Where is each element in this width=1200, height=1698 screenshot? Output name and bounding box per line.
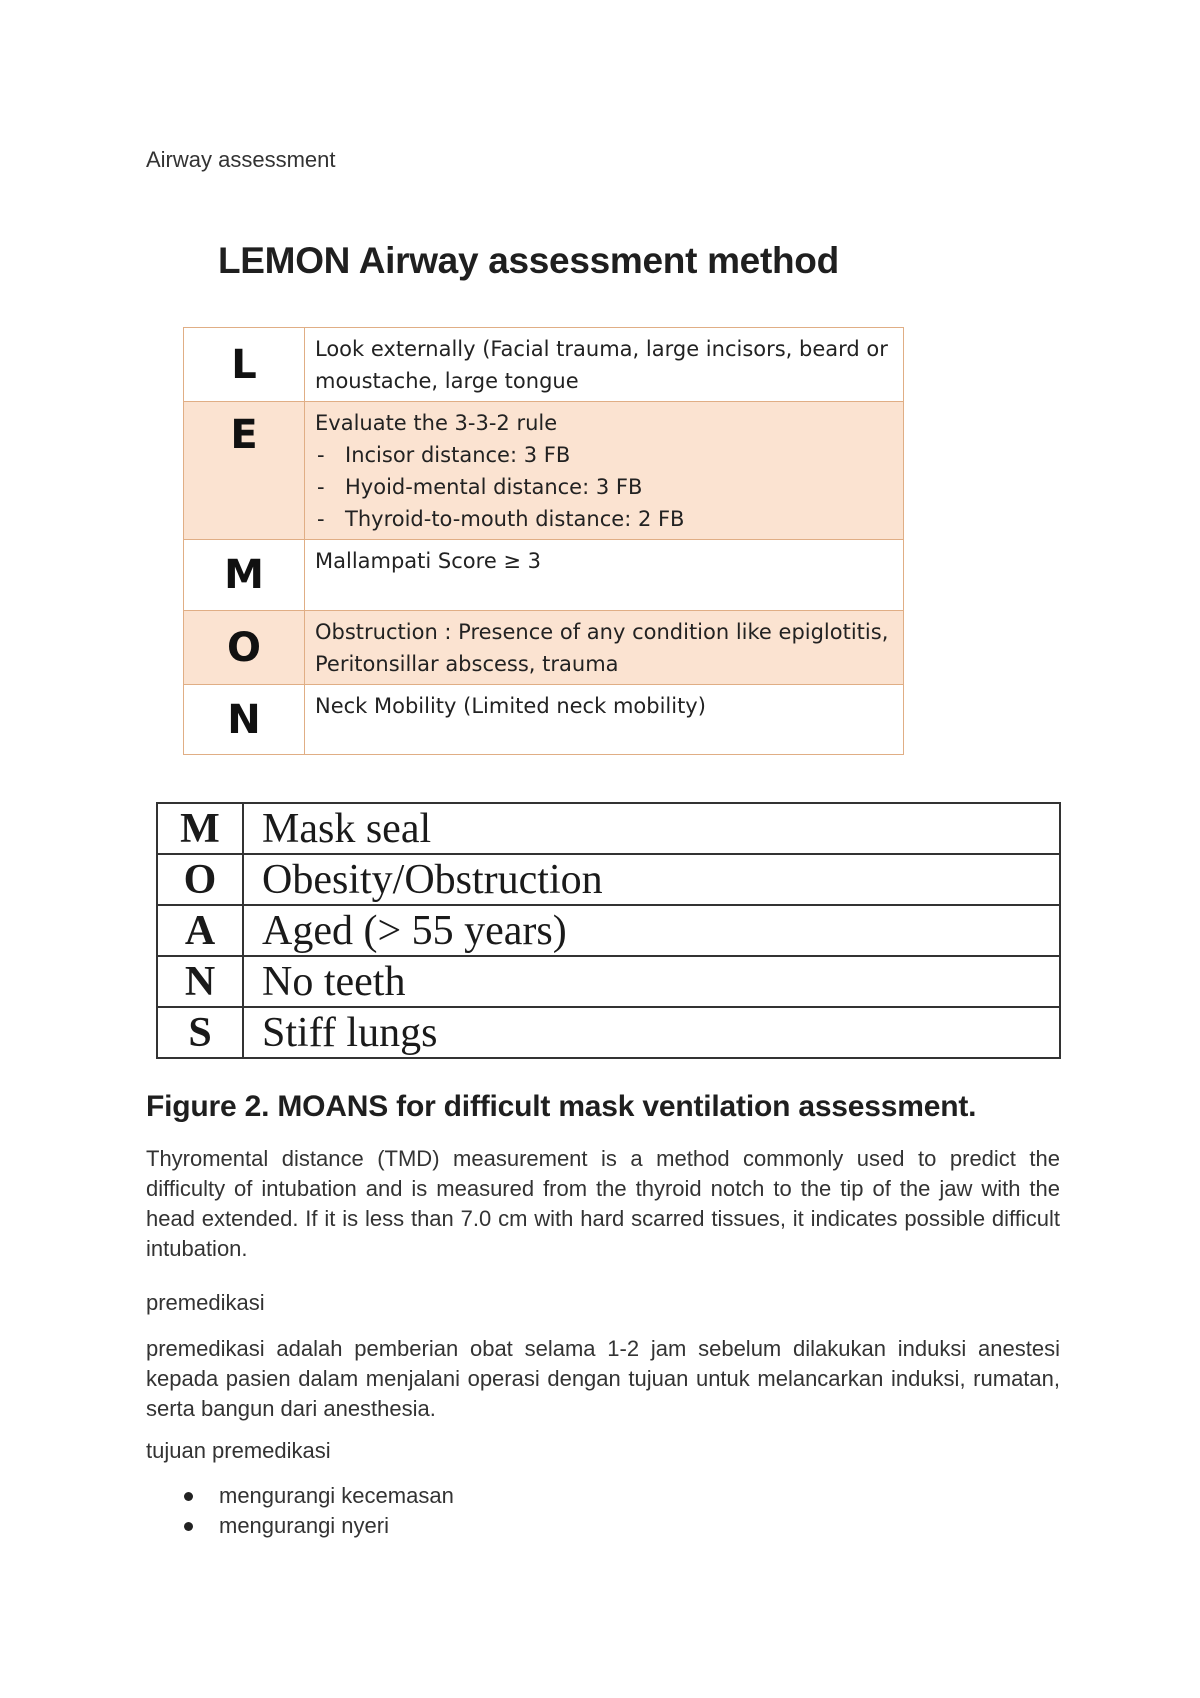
moans-text: Mask seal xyxy=(243,803,1060,854)
moans-letter: N xyxy=(157,956,243,1007)
list-item-text: mengurangi kecemasan xyxy=(219,1483,454,1508)
moans-text: Aged (> 55 years) xyxy=(243,905,1060,956)
list-item xyxy=(146,1481,454,1511)
lemon-sub-list xyxy=(315,439,893,535)
moans-text: Obesity/Obstruction xyxy=(243,854,1060,905)
bullet-icon xyxy=(184,1492,193,1501)
moans-row xyxy=(157,956,1060,1007)
tujuan-heading: tujuan premedikasi xyxy=(146,1438,331,1463)
lemon-desc xyxy=(305,402,904,540)
lemon-title: LEMON Airway assessment method xyxy=(218,240,839,281)
page-heading: Airway assessment xyxy=(146,147,336,172)
moans-row xyxy=(157,854,1060,905)
lemon-desc-line: Evaluate the 3-3-2 rule xyxy=(315,411,558,435)
lemon-sub-item: - Thyroid-to-mouth distance: 2 FB xyxy=(315,503,893,535)
lemon-letter: N xyxy=(184,685,305,755)
lemon-row-m xyxy=(184,540,904,611)
lemon-letter: L xyxy=(184,328,305,402)
lemon-row-n xyxy=(184,685,904,755)
moans-letter: O xyxy=(157,854,243,905)
moans-text: No teeth xyxy=(243,956,1060,1007)
lemon-letter: O xyxy=(184,611,305,685)
premedikasi-heading: premedikasi xyxy=(146,1290,265,1315)
lemon-row-e xyxy=(184,402,904,540)
figure-caption: Figure 2. MOANS for difficult mask ventilation assessment. xyxy=(146,1090,977,1123)
bullet-icon xyxy=(184,1522,193,1531)
lemon-table xyxy=(183,327,904,755)
lemon-row-o xyxy=(184,611,904,685)
lemon-sub-item: - Hyoid-mental distance: 3 FB xyxy=(315,471,893,503)
lemon-sub-item: - Incisor distance: 3 FB xyxy=(315,439,893,471)
moans-table xyxy=(156,802,1061,1059)
list-item-text: mengurangi nyeri xyxy=(219,1513,389,1538)
lemon-letter: E xyxy=(184,402,305,540)
lemon-desc: Mallampati Score ≥ 3 xyxy=(305,540,904,611)
lemon-desc: Look externally (Facial trauma, large incisors, beard or moustache, large tongue xyxy=(305,328,904,402)
tmd-paragraph: Thyromental distance (TMD) measurement is a method commonly used to predict the difficulty of intubation and is measured from the thyroid notch to the tip of the jaw with the head extended. If it is less than 7.0 cm with hard scarred tissues, it indicates possible difficult intubation. xyxy=(146,1146,1060,1261)
moans-row xyxy=(157,1007,1060,1058)
list-item xyxy=(146,1511,454,1541)
moans-letter: S xyxy=(157,1007,243,1058)
moans-letter: A xyxy=(157,905,243,956)
lemon-desc: Obstruction : Presence of any condition like epiglotitis, Peritonsillar abscess, trauma xyxy=(305,611,904,685)
lemon-row-l xyxy=(184,328,904,402)
moans-text: Stiff lungs xyxy=(243,1007,1060,1058)
lemon-desc: Neck Mobility (Limited neck mobility) xyxy=(305,685,904,755)
tujuan-list xyxy=(146,1481,454,1541)
moans-letter: M xyxy=(157,803,243,854)
moans-row xyxy=(157,905,1060,956)
premedikasi-paragraph: premedikasi adalah pemberian obat selama 1-2 jam sebelum dilakukan induksi anestesi kepada pasien dalam menjalani operasi dengan tujuan untuk melancarkan induksi, rumatan, serta bangun dari anesthesia. xyxy=(146,1336,1060,1421)
moans-row xyxy=(157,803,1060,854)
lemon-letter: M xyxy=(184,540,305,611)
